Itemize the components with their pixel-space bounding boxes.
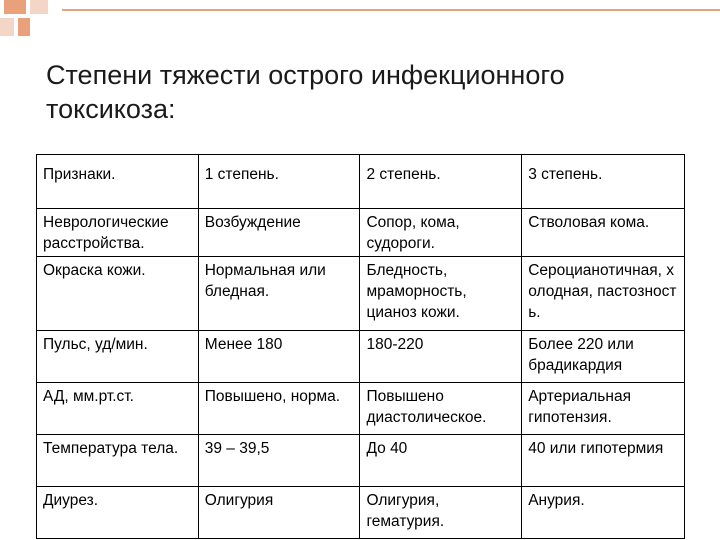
table-cell: Стволовая кома. xyxy=(522,209,685,257)
table-cell: Более 220 или брадикардия xyxy=(522,331,685,383)
table-row xyxy=(37,487,685,539)
table-row xyxy=(37,331,685,383)
table-cell: 39 – 39,5 xyxy=(198,435,360,487)
table-cell: Нормальная или бледная. xyxy=(198,257,360,331)
table-cell: 180-220 xyxy=(360,331,522,383)
table-cell: Менее 180 xyxy=(198,331,360,383)
table-cell: Анурия. xyxy=(522,487,685,539)
decor-bar xyxy=(62,9,720,11)
table-row xyxy=(37,257,685,331)
table-cell: До 40 xyxy=(360,435,522,487)
table-cell: Диурез. xyxy=(37,487,199,539)
header-cell: 1 степень. xyxy=(198,155,360,209)
header-cell: Признаки. xyxy=(37,155,199,209)
table-cell: Олигурия, гематурия. xyxy=(360,487,522,539)
table-cell: Повышено, норма. xyxy=(198,383,360,435)
decor-square xyxy=(0,18,14,36)
table-cell: АД, мм.рт.ст. xyxy=(37,383,199,435)
severity-table xyxy=(36,154,685,539)
decor-square xyxy=(4,0,26,14)
decor-square xyxy=(18,18,30,36)
table-row xyxy=(37,435,685,487)
table-cell: Сопор, кома, судороги. xyxy=(360,209,522,257)
decorative-squares xyxy=(0,0,720,40)
decor-square xyxy=(30,0,48,14)
table-cell: Неврологические расстройства. xyxy=(37,209,199,257)
header-cell: 3 степень. xyxy=(522,155,685,209)
table-cell: Температура тела. xyxy=(37,435,199,487)
table-row xyxy=(37,383,685,435)
slide-title: Степени тяжести острого инфекционного токсикоза: xyxy=(46,60,565,124)
table-cell: Сероцианотичная, холодная, пастозность. xyxy=(522,257,685,331)
table-cell: Повышено диастолическое. xyxy=(360,383,522,435)
table-cell: 40 или гипотермия xyxy=(522,435,685,487)
table-header-row xyxy=(37,155,685,209)
table-cell: Бледность, мраморность, цианоз кожи. xyxy=(360,257,522,331)
table-cell: Пульс, уд/мин. xyxy=(37,331,199,383)
table-row xyxy=(37,209,685,257)
table-cell: Окраска кожи. xyxy=(37,257,199,331)
header-cell: 2 степень. xyxy=(360,155,522,209)
table-cell: Возбуждение xyxy=(198,209,360,257)
table-cell: Олигурия xyxy=(198,487,360,539)
table-cell: Артериальная гипотензия. xyxy=(522,383,685,435)
